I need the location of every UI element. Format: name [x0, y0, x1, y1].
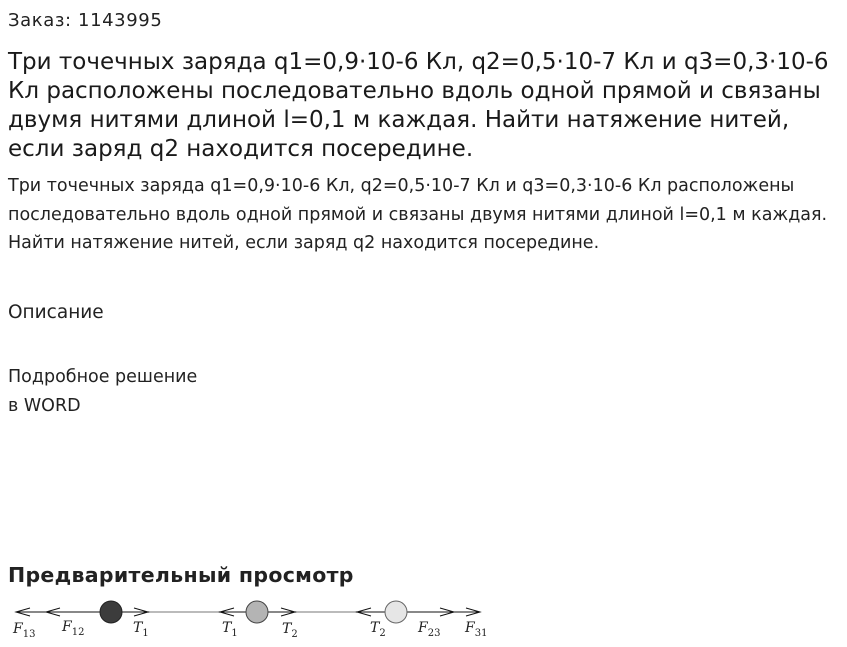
charge-q1 — [100, 601, 122, 623]
charge-q3 — [385, 601, 407, 623]
preview-heading: Предварительный просмотр — [8, 563, 354, 587]
label-f12: $F_{12}$ — [62, 619, 85, 638]
order-number: Заказ: 1143995 — [8, 10, 163, 31]
label-f23: $F_{23}$ — [418, 620, 441, 639]
charge-q2 — [246, 601, 268, 623]
label-t2-left: $T_2$ — [282, 621, 298, 640]
label-t2-right: $T_2$ — [370, 620, 386, 639]
preview-diagram — [0, 595, 500, 647]
solution-note — [8, 363, 197, 421]
label-f31: $F_{31}$ — [465, 620, 488, 639]
task-description: Три точечных заряда q1=0,9·10-6 Кл, q2=0,5·10-7 Кл и q3=0,3·10-6 Кл расположены последовательно вдоль одной прямой и связаны двумя нитями длиной l=0,1 м каждая. Найти натяжение нитей, если заряд q2 находится посередине. — [8, 176, 828, 253]
description-heading: Описание — [8, 302, 104, 323]
label-t1-left: $T_1$ — [133, 620, 149, 639]
label-f13: $F_{13}$ — [13, 621, 36, 640]
page-title: Три точечных заряда q1=0,9·10-6 Кл, q2=0,5·10-7 Кл и q3=0,3·10-6 Кл расположены последовательно вдоль одной прямой и связаны двумя нитями длиной l=0,1 м каждая. Найти натяжение нитей, если заряд q2 находится посередине. — [8, 49, 829, 162]
label-t1-right: $T_1$ — [222, 620, 238, 639]
solution-line-2: в WORD — [8, 396, 81, 416]
solution-line-1: Подробное решение — [8, 367, 198, 387]
